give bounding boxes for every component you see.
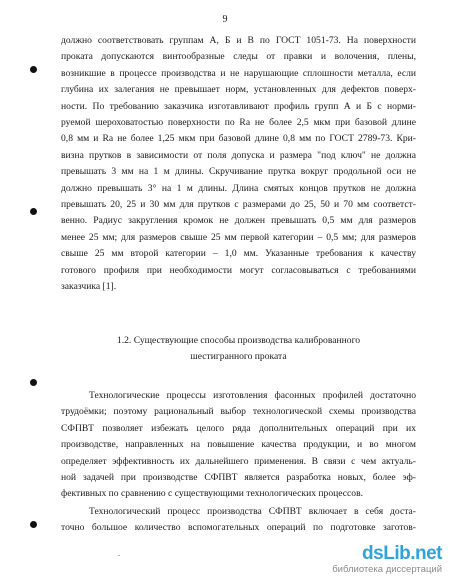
text-line: 0,8 мм и Ra не более 1,25 мкм при базовой длине 0,8 мм по ГОСТ 2789-73. Кри-: [61, 133, 416, 145]
text-line: фективных по сравнению с существующими технологических процессов.: [61, 488, 364, 500]
text-line: превышать 3 мм на 1 м длины. Скручивание прутка вокруг продольной оси не: [61, 166, 416, 178]
text-line: проката допускаются винтообразные следы от правки и волочения, плены,: [61, 51, 416, 63]
text-line: визна прутков в зависимости от поля допуска и размера "под ключ" не должна: [61, 149, 416, 161]
margin-bullet-2: [30, 208, 37, 215]
text-line: ности. По требованию заказчика изготавливают профиль групп А и Б с норми-: [61, 100, 416, 112]
text-line: определяет эффективность их дальнейшего применения. В связи с чем актуаль-: [61, 455, 416, 467]
margin-bullet-4: [30, 521, 37, 528]
page-number: 9: [222, 14, 228, 25]
text-line: готового профиля при необходимости могут согласовываться с требованиями: [61, 264, 416, 276]
paragraph-technology: [61, 388, 416, 503]
text-line: СФПВТ позволяет избежать целого ряда дополнительных операций при их: [61, 422, 416, 434]
text-line: руемой шероховатостью поверхности по Ra не более 2,5 мкм при базовой длине: [61, 117, 416, 129]
text-line: Технологический процесс производства СФПВТ включает в себя доста-: [89, 506, 416, 517]
text-line: трудоёмки; поэтому рациональный выбор технологической схемы производства: [61, 406, 416, 418]
text-line: должно соответствовать группам А, Б и В по ГОСТ 1051-73. На поверхности: [61, 35, 416, 46]
text-line: возникшие в процессе производства и не нарушающие сплошности металла, если: [61, 67, 416, 79]
paragraph-process: [61, 504, 416, 537]
text-line: Технологические процессы изготовления фасонных профилей достаточно: [89, 390, 416, 401]
text-line: глубина их залегания не превышает норм, установленных для дефектов поверх-: [61, 84, 416, 96]
watermark: [332, 544, 442, 575]
text-line: свыше 25 мм второй категории – 1,0 мм. Указанные требования к качеству: [61, 248, 416, 260]
text-line: менее 25 мм; для размеров свыше 25 мм первой категории – 0,5 мм; для размеров: [61, 231, 416, 243]
text-line: производстве, направленных на повышение качества продукции, и во многом: [61, 439, 416, 451]
text-line: точно большое количество вспомогательных операций по подготовке заготов-: [61, 522, 416, 534]
watermark-subtitle: библиотека диссертаций: [332, 564, 442, 575]
bottom-mark: .: [118, 549, 120, 558]
text-line: ной задачей при производстве СФПВТ является разработка новых, более эф-: [61, 472, 416, 484]
margin-bullet-1: [30, 66, 37, 73]
heading-line: 1.2. Существующие способы производства калиброванного: [116, 335, 361, 346]
section-heading: [61, 333, 416, 366]
text-line: заказчика [1].: [61, 281, 117, 293]
heading-line: шестигранного проката: [190, 351, 287, 363]
margin-bullet-3: [30, 379, 37, 386]
text-line: превышать 20, 25 и 30 мм для прутков с размерами до 25, 50 и 70 мм соответст-: [61, 199, 416, 211]
paragraph-requirements: [61, 33, 416, 296]
text-line: должно превышать 3° на 1 м длины. Длина смятых концов прутков не должна: [61, 182, 416, 194]
watermark-logo: dsLib.net: [362, 543, 442, 564]
text-line: венно. Радиус закругления кромок не должен превышать 0,5 мм для размеров: [61, 215, 416, 227]
